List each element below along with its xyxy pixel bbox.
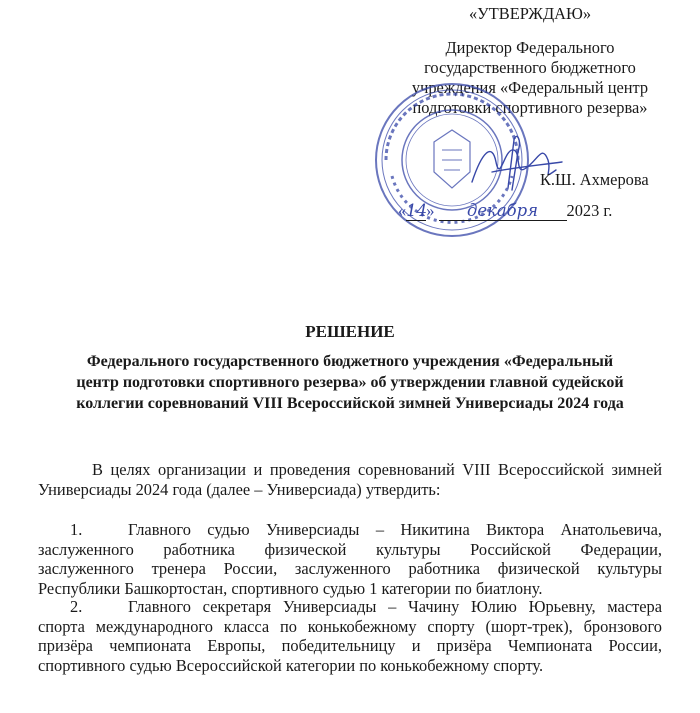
signature (452, 132, 572, 202)
item-1-line-4: Республики Башкортостан, спортивного судью 1 категории по биатлону. (38, 578, 543, 598)
subtitle-line-3: коллегии соревнований VIII Всероссийской зимней Универсиады 2024 года (76, 395, 624, 412)
approval-line-1: Директор Федерального (445, 38, 615, 57)
subtitle-line-1: Федерального государственного бюджетного учреждения «Федеральный (86, 353, 614, 370)
item-2-line-3: призёра чемпионата Европы, победительницу и призёра Чемпионата России, (38, 636, 662, 656)
item-text: Главного судью Универсиады – Никитина Виктора Анатольевича, (128, 520, 662, 539)
item-number: 2. (70, 597, 83, 616)
date-quote-close: » (426, 201, 435, 220)
intro-line-1: В целях организации и проведения соревнований VIII Всероссийской зимней (92, 460, 662, 479)
intro-paragraph (38, 460, 662, 499)
approval-date (398, 201, 612, 221)
approval-line-4: подготовки спортивного резерва» (412, 98, 648, 117)
date-month: декабря (439, 201, 567, 221)
item-text: Главного секретаря Универсиады – Чачину Юлию Юрьевну, мастера (128, 597, 662, 616)
document-title: РЕШЕНИЕ (305, 322, 395, 341)
list-item (38, 597, 662, 675)
item-2-line-4: спортивного судью Всероссийской категории по конькобежному спорту. (38, 655, 544, 675)
approval-line-3: учреждения «Федеральный центр (411, 78, 649, 97)
approval-line-2: государственного бюджетного (424, 58, 636, 77)
date-day: 14 (406, 201, 428, 220)
item-2-line-1 (38, 597, 662, 617)
list-item (38, 520, 662, 598)
document-subtitle (40, 351, 660, 414)
intro-line-2: Универсиады 2024 года (далее – Универсиада) утвердить: (38, 479, 441, 499)
item-1-line-1 (38, 520, 662, 540)
item-1-line-2: заслуженного работника физической культуры Российской Федерации, (38, 539, 662, 559)
signatory-name: К.Ш. Ахмерова (540, 170, 649, 189)
subtitle-line-2: центр подготовки спортивного резерва» об утверждении главной судейской (76, 374, 624, 391)
date-year: 2023 г. (566, 201, 613, 220)
item-2-line-2: спорта международного класса по конькобежному спорту (шорт-трек), бронзового (38, 616, 662, 636)
item-number: 1. (70, 520, 83, 539)
item-1-line-3: заслуженного тренера России, заслуженного работника физической культуры (38, 559, 662, 579)
approval-title: «УТВЕРЖДАЮ» (468, 4, 592, 23)
date-quote-open: « (398, 201, 407, 220)
